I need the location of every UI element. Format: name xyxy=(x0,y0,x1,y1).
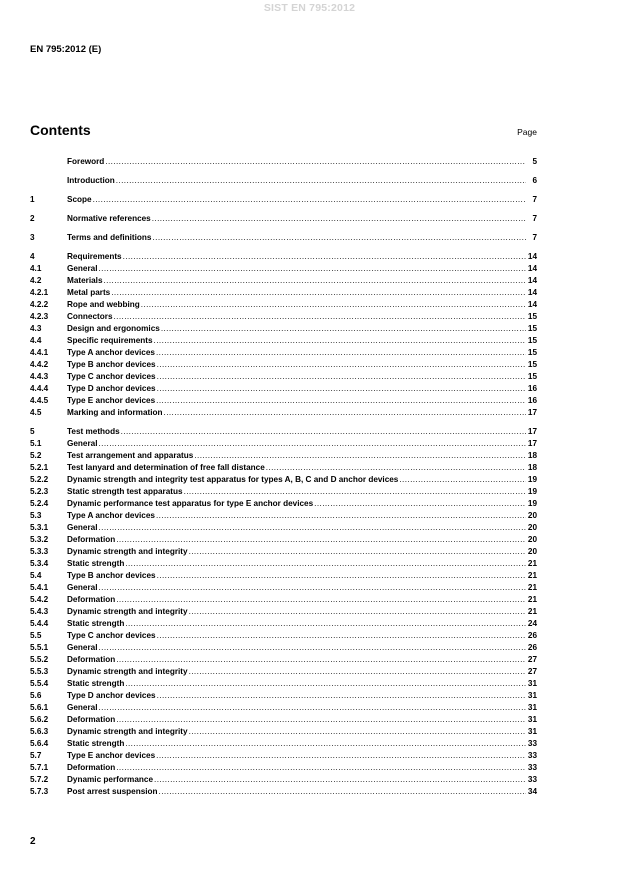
toc-entry[interactable] xyxy=(30,407,537,419)
toc-entry[interactable] xyxy=(30,486,537,498)
toc-leader-dots xyxy=(184,486,526,498)
toc-entry-number: 5.6.1 xyxy=(30,703,49,712)
toc-entry-label: Type A anchor devices xyxy=(67,511,155,520)
toc-section-gap xyxy=(30,187,537,194)
toc-entry-label: Type C anchor devices xyxy=(67,372,156,381)
toc-entry[interactable] xyxy=(30,786,537,798)
toc-entry-page: 20 xyxy=(527,523,537,532)
watermark: SIST EN 795:2012 xyxy=(263,2,356,14)
toc-entry-page: 33 xyxy=(527,775,537,784)
toc-leader-dots xyxy=(121,426,526,438)
toc-leader-dots xyxy=(194,450,526,462)
toc-entry-page: 20 xyxy=(527,511,537,520)
toc-entry[interactable] xyxy=(30,714,537,726)
toc-entry-number: 5.6.3 xyxy=(30,727,49,736)
toc-entry-page: 17 xyxy=(527,427,537,436)
toc-entry-page: 21 xyxy=(527,583,537,592)
toc-entry-page: 31 xyxy=(527,727,537,736)
toc-entry[interactable] xyxy=(30,263,537,275)
toc-entry-label: Type D anchor devices xyxy=(67,384,156,393)
toc-entry-number: 4.1 xyxy=(30,264,42,273)
toc-entry-number: 5.4.4 xyxy=(30,619,49,628)
toc-entry-page: 18 xyxy=(527,463,537,472)
toc-entry-label: Deformation xyxy=(67,715,116,724)
toc-leader-dots xyxy=(189,726,526,738)
toc-entry-page: 27 xyxy=(527,655,537,664)
toc-entry-page: 15 xyxy=(527,360,537,369)
toc-leader-dots xyxy=(156,750,526,762)
page-number: 2 xyxy=(30,836,36,847)
toc-entry-page: 17 xyxy=(527,408,537,417)
toc-entry-number: 4.2.2 xyxy=(30,300,49,309)
toc-leader-dots xyxy=(125,678,526,690)
toc-entry-page: 19 xyxy=(527,499,537,508)
toc-entry-number: 5.5.1 xyxy=(30,643,49,652)
toc-entry-label: Type C anchor devices xyxy=(67,631,156,640)
toc-leader-dots xyxy=(116,714,526,726)
toc-entry-number: 5.5.4 xyxy=(30,679,49,688)
toc-leader-dots xyxy=(159,786,526,798)
toc-leader-dots xyxy=(125,738,526,750)
toc-entry-page: 14 xyxy=(527,300,537,309)
toc-entry-label: Test arrangement and apparatus xyxy=(67,451,194,460)
toc-entry-number: 5.7.1 xyxy=(30,763,49,772)
toc-entry-number: 3 xyxy=(30,233,35,242)
toc-entry-page: 20 xyxy=(527,535,537,544)
toc-entry-label: Test lanyard and determination of free fall distance xyxy=(67,463,265,472)
toc-entry-page: 19 xyxy=(527,475,537,484)
toc-entry-page: 33 xyxy=(527,763,537,772)
toc-entry-page: 14 xyxy=(527,276,537,285)
toc-entry-label: Static strength xyxy=(67,559,125,568)
toc-entry-page: 31 xyxy=(527,715,537,724)
toc-leader-dots xyxy=(99,702,527,714)
toc-leader-dots xyxy=(116,654,526,666)
toc-entry[interactable] xyxy=(30,347,537,359)
toc-entry-label: Introduction xyxy=(67,176,115,185)
toc-leader-dots xyxy=(189,546,526,558)
toc-entry[interactable] xyxy=(30,299,537,311)
toc-entry-label: Foreword xyxy=(67,157,105,166)
toc-leader-dots xyxy=(152,232,526,244)
toc-leader-dots xyxy=(156,510,526,522)
toc-entry-number: 2 xyxy=(30,214,35,223)
toc-leader-dots xyxy=(116,534,526,546)
toc-entry-label: General xyxy=(67,264,98,273)
toc-section-gap xyxy=(30,225,537,232)
toc-entry-label: Dynamic strength and integrity xyxy=(67,547,188,556)
toc-entry[interactable] xyxy=(30,498,537,510)
toc-entry-page: 24 xyxy=(527,619,537,628)
toc-leader-dots xyxy=(157,383,526,395)
toc-entry-label: Dynamic performance test apparatus for type E anchor devices xyxy=(67,499,314,508)
toc-leader-dots xyxy=(99,263,527,275)
toc-entry-page: 33 xyxy=(527,739,537,748)
toc-entry-label: Type D anchor devices xyxy=(67,691,156,700)
toc-entry-label: Normative references xyxy=(67,214,151,223)
toc-leader-dots xyxy=(157,690,526,702)
toc-leader-dots xyxy=(99,522,527,534)
toc-entry[interactable] xyxy=(30,618,537,630)
toc-entry-label: General xyxy=(67,703,98,712)
toc-entry-number: 1 xyxy=(30,195,35,204)
toc-entry[interactable] xyxy=(30,175,537,187)
toc-entry[interactable] xyxy=(30,450,537,462)
toc-entry[interactable] xyxy=(30,323,537,335)
toc-entry-number: 5.3.4 xyxy=(30,559,49,568)
toc-leader-dots xyxy=(125,558,526,570)
toc-entry-page: 15 xyxy=(527,324,537,333)
toc-entry[interactable] xyxy=(30,762,537,774)
toc-entry[interactable] xyxy=(30,462,537,474)
toc-entry-label: Dynamic strength and integrity test apparatus for types A, B, C and D anchor devices xyxy=(67,475,399,484)
toc-entry-label: Rope and webbing xyxy=(67,300,140,309)
toc-entry-number: 5.7.2 xyxy=(30,775,49,784)
toc-leader-dots xyxy=(152,213,526,225)
toc-entry[interactable] xyxy=(30,359,537,371)
toc-leader-dots xyxy=(116,175,526,187)
toc-entry-number: 4 xyxy=(30,252,35,261)
toc-entry-number: 5.7 xyxy=(30,751,42,760)
toc-leader-dots xyxy=(141,299,526,311)
toc-entry-label: General xyxy=(67,523,98,532)
toc-entry[interactable] xyxy=(30,438,537,450)
toc-entry[interactable] xyxy=(30,232,537,244)
toc-entry-page: 16 xyxy=(527,396,537,405)
toc-entry-page: 7 xyxy=(532,233,537,242)
toc-leader-dots xyxy=(157,630,526,642)
toc-entry[interactable] xyxy=(30,642,537,654)
toc-leader-dots xyxy=(157,359,526,371)
toc-entry-label: Terms and definitions xyxy=(67,233,152,242)
toc-entry-label: Scope xyxy=(67,195,92,204)
toc-entry[interactable] xyxy=(30,426,537,438)
toc-entry[interactable] xyxy=(30,194,537,206)
toc-leader-dots xyxy=(266,462,526,474)
toc-entry-number: 5.7.3 xyxy=(30,787,49,796)
toc-entry-number: 4.2.3 xyxy=(30,312,49,321)
toc-entry-label: Deformation xyxy=(67,595,116,604)
toc-entry-page: 26 xyxy=(527,643,537,652)
toc-leader-dots xyxy=(314,498,526,510)
toc-leader-dots xyxy=(105,156,526,168)
toc-entry[interactable] xyxy=(30,251,537,263)
toc-leader-dots xyxy=(189,606,526,618)
toc-entry[interactable] xyxy=(30,690,537,702)
toc-entry[interactable] xyxy=(30,750,537,762)
toc-entry[interactable] xyxy=(30,606,537,618)
toc-entry-number: 5.5 xyxy=(30,631,42,640)
toc-entry-number: 5.3.2 xyxy=(30,535,49,544)
page-title: Contents xyxy=(30,122,91,138)
toc-entry-label: General xyxy=(67,643,98,652)
toc-leader-dots xyxy=(114,311,527,323)
toc-entry-number: 5.1 xyxy=(30,439,42,448)
toc-entry-page: 17 xyxy=(527,439,537,448)
toc-entry[interactable] xyxy=(30,275,537,287)
toc-entry-label: Connectors xyxy=(67,312,113,321)
toc-entry-number: 5.2.4 xyxy=(30,499,49,508)
toc-leader-dots xyxy=(93,194,526,206)
toc-entry-page: 15 xyxy=(527,372,537,381)
toc-entry-label: Type E anchor devices xyxy=(67,751,156,760)
toc-entry-label: Metal parts xyxy=(67,288,111,297)
toc-entry-number: 5.3.3 xyxy=(30,547,49,556)
toc-entry[interactable] xyxy=(30,558,537,570)
toc-entry-page: 31 xyxy=(527,703,537,712)
toc-entry-number: 5.2.1 xyxy=(30,463,49,472)
toc-entry[interactable] xyxy=(30,774,537,786)
toc-entry-label: General xyxy=(67,583,98,592)
toc-leader-dots xyxy=(99,582,527,594)
toc-entry[interactable] xyxy=(30,570,537,582)
toc-entry-page: 7 xyxy=(532,195,537,204)
toc-entry-number: 5.4.1 xyxy=(30,583,49,592)
toc-leader-dots xyxy=(125,618,526,630)
toc-entry-number: 4.4.1 xyxy=(30,348,49,357)
toc-section-gap xyxy=(30,206,537,213)
toc-entry-number: 4.4.4 xyxy=(30,384,49,393)
toc-entry-label: Test methods xyxy=(67,427,120,436)
toc-entry-number: 4.5 xyxy=(30,408,42,417)
toc-entry-number: 5.2.2 xyxy=(30,475,49,484)
toc-section-gap xyxy=(30,168,537,175)
toc-leader-dots xyxy=(99,642,527,654)
toc-entry-number: 5.5.3 xyxy=(30,667,49,676)
toc-entry-number: 4.2.1 xyxy=(30,288,49,297)
toc-entry-label: General xyxy=(67,439,98,448)
toc-entry[interactable] xyxy=(30,702,537,714)
toc-leader-dots xyxy=(189,666,526,678)
toc-entry-page: 21 xyxy=(527,571,537,580)
toc-entry[interactable] xyxy=(30,666,537,678)
toc-entry[interactable] xyxy=(30,678,537,690)
toc-entry-label: Dynamic strength and integrity xyxy=(67,607,188,616)
toc-entry-label: Dynamic strength and integrity xyxy=(67,727,188,736)
toc-entry-label: Static strength xyxy=(67,679,125,688)
toc-entry-label: Type A anchor devices xyxy=(67,348,155,357)
toc-entry-page: 27 xyxy=(527,667,537,676)
toc-leader-dots xyxy=(116,762,526,774)
toc-entry-label: Static strength xyxy=(67,739,125,748)
toc-entry-page: 18 xyxy=(527,451,537,460)
toc-entry-page: 14 xyxy=(527,264,537,273)
toc-leader-dots xyxy=(111,287,526,299)
toc-section-gap xyxy=(30,419,537,426)
toc-leader-dots xyxy=(123,251,526,263)
toc-leader-dots xyxy=(157,371,526,383)
toc-entry-page: 20 xyxy=(527,547,537,556)
toc-entry-label: Deformation xyxy=(67,535,116,544)
toc-entry-number: 4.4.2 xyxy=(30,360,49,369)
toc-entry[interactable] xyxy=(30,371,537,383)
toc-leader-dots xyxy=(156,347,526,359)
toc-entry[interactable] xyxy=(30,522,537,534)
page-column-label: Page xyxy=(517,127,537,137)
toc-entry[interactable] xyxy=(30,534,537,546)
toc-entry-number: 5.2.3 xyxy=(30,487,49,496)
table-of-contents xyxy=(30,156,537,798)
toc-section-gap xyxy=(30,244,537,251)
toc-entry[interactable] xyxy=(30,726,537,738)
toc-entry-number: 5.2 xyxy=(30,451,42,460)
toc-entry[interactable] xyxy=(30,311,537,323)
toc-entry-page: 31 xyxy=(527,691,537,700)
toc-leader-dots xyxy=(154,774,526,786)
toc-entry-page: 14 xyxy=(527,288,537,297)
toc-leader-dots xyxy=(156,395,526,407)
toc-entry-label: Design and ergonomics xyxy=(67,324,160,333)
toc-entry-number: 5.6.2 xyxy=(30,715,49,724)
toc-entry-page: 16 xyxy=(527,384,537,393)
toc-entry[interactable] xyxy=(30,474,537,486)
toc-entry[interactable] xyxy=(30,395,537,407)
toc-entry-page: 15 xyxy=(527,348,537,357)
toc-entry-number: 4.4 xyxy=(30,336,42,345)
toc-entry[interactable] xyxy=(30,546,537,558)
toc-entry-number: 5.4 xyxy=(30,571,42,580)
toc-entry-label: Dynamic strength and integrity xyxy=(67,667,188,676)
toc-entry[interactable] xyxy=(30,335,537,347)
toc-entry-page: 6 xyxy=(532,176,537,185)
toc-entry-number: 5.5.2 xyxy=(30,655,49,664)
toc-entry-number: 5.6 xyxy=(30,691,42,700)
toc-entry-number: 5.6.4 xyxy=(30,739,49,748)
toc-entry[interactable] xyxy=(30,510,537,522)
toc-entry-label: Specific requirements xyxy=(67,336,153,345)
toc-entry-number: 4.4.3 xyxy=(30,372,49,381)
toc-entry-label: Marking and information xyxy=(67,408,163,417)
toc-entry[interactable] xyxy=(30,213,537,225)
toc-leader-dots xyxy=(154,335,526,347)
toc-entry[interactable] xyxy=(30,156,537,168)
toc-entry-label: Deformation xyxy=(67,655,116,664)
toc-leader-dots xyxy=(399,474,526,486)
toc-leader-dots xyxy=(164,407,526,419)
toc-entry-page: 21 xyxy=(527,595,537,604)
toc-entry-label: Type E anchor devices xyxy=(67,396,156,405)
toc-entry-label: Materials xyxy=(67,276,103,285)
toc-entry-number: 5.4.2 xyxy=(30,595,49,604)
toc-entry-page: 5 xyxy=(532,157,537,166)
toc-entry[interactable] xyxy=(30,738,537,750)
toc-entry[interactable] xyxy=(30,594,537,606)
toc-entry-page: 21 xyxy=(527,559,537,568)
toc-entry-page: 33 xyxy=(527,751,537,760)
toc-entry-label: Dynamic performance xyxy=(67,775,154,784)
toc-entry-number: 5 xyxy=(30,427,35,436)
document-header: EN 795:2012 (E) xyxy=(30,44,102,55)
toc-entry-page: 14 xyxy=(527,252,537,261)
toc-entry-number: 4.2 xyxy=(30,276,42,285)
toc-entry-label: Requirements xyxy=(67,252,122,261)
toc-entry-page: 26 xyxy=(527,631,537,640)
toc-leader-dots xyxy=(104,275,527,287)
toc-entry[interactable] xyxy=(30,630,537,642)
toc-entry-number: 5.3 xyxy=(30,511,42,520)
toc-entry-page: 34 xyxy=(527,787,537,796)
toc-entry-page: 21 xyxy=(527,607,537,616)
toc-entry-label: Deformation xyxy=(67,763,116,772)
toc-entry-label: Type B anchor devices xyxy=(67,360,156,369)
toc-entry[interactable] xyxy=(30,287,537,299)
toc-leader-dots xyxy=(116,594,526,606)
toc-entry-page: 7 xyxy=(532,214,537,223)
toc-entry[interactable] xyxy=(30,383,537,395)
toc-entry-label: Static strength test apparatus xyxy=(67,487,183,496)
toc-entry-number: 5.3.1 xyxy=(30,523,49,532)
toc-entry-label: Static strength xyxy=(67,619,125,628)
toc-leader-dots xyxy=(161,323,526,335)
toc-entry-page: 19 xyxy=(527,487,537,496)
toc-entry[interactable] xyxy=(30,654,537,666)
toc-entry-label: Post arrest suspension xyxy=(67,787,158,796)
toc-leader-dots xyxy=(99,438,527,450)
toc-entry-number: 4.3 xyxy=(30,324,42,333)
toc-entry-page: 15 xyxy=(527,312,537,321)
toc-entry-label: Type B anchor devices xyxy=(67,571,156,580)
toc-entry-number: 4.4.5 xyxy=(30,396,49,405)
toc-entry[interactable] xyxy=(30,582,537,594)
toc-leader-dots xyxy=(157,570,526,582)
toc-entry-page: 15 xyxy=(527,336,537,345)
toc-entry-number: 5.4.3 xyxy=(30,607,49,616)
toc-entry-page: 31 xyxy=(527,679,537,688)
